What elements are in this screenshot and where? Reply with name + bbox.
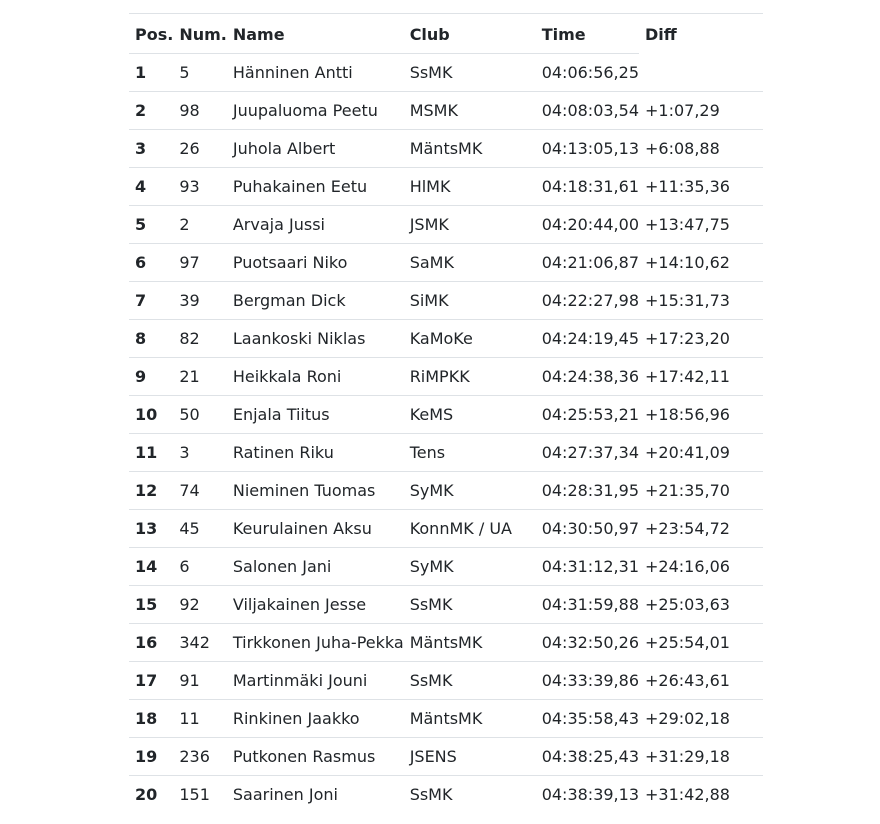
cell-pos: 20 bbox=[129, 776, 173, 814]
cell-name: Arvaja Jussi bbox=[227, 206, 404, 244]
table-row bbox=[129, 434, 763, 472]
cell-name: Ratinen Riku bbox=[227, 434, 404, 472]
cell-num: 2 bbox=[173, 206, 227, 244]
table-row bbox=[129, 700, 763, 738]
cell-pos: 11 bbox=[129, 434, 173, 472]
cell-time: 04:24:19,45 bbox=[536, 320, 639, 358]
results-table-header bbox=[129, 14, 763, 54]
cell-diff: +17:42,11 bbox=[639, 358, 763, 396]
cell-pos: 12 bbox=[129, 472, 173, 510]
cell-name: Hänninen Antti bbox=[227, 54, 404, 92]
cell-time: 04:08:03,54 bbox=[536, 92, 639, 130]
header-diff: Diff bbox=[639, 14, 763, 54]
cell-pos: 13 bbox=[129, 510, 173, 548]
cell-pos: 18 bbox=[129, 700, 173, 738]
cell-diff: +31:29,18 bbox=[639, 738, 763, 776]
cell-club: MäntsMK bbox=[404, 700, 536, 738]
cell-club: JSMK bbox=[404, 206, 536, 244]
cell-num: 26 bbox=[173, 130, 227, 168]
cell-pos: 7 bbox=[129, 282, 173, 320]
cell-pos: 9 bbox=[129, 358, 173, 396]
cell-time: 04:31:12,31 bbox=[536, 548, 639, 586]
cell-time: 04:32:50,26 bbox=[536, 624, 639, 662]
cell-club: Tens bbox=[404, 434, 536, 472]
table-row bbox=[129, 624, 763, 662]
cell-diff: +24:16,06 bbox=[639, 548, 763, 586]
cell-diff: +14:10,62 bbox=[639, 244, 763, 282]
cell-diff: +18:56,96 bbox=[639, 396, 763, 434]
header-time: Time bbox=[536, 14, 639, 54]
cell-num: 21 bbox=[173, 358, 227, 396]
cell-time: 04:21:06,87 bbox=[536, 244, 639, 282]
cell-time: 04:18:31,61 bbox=[536, 168, 639, 206]
cell-club: SyMK bbox=[404, 472, 536, 510]
cell-diff: +11:35,36 bbox=[639, 168, 763, 206]
cell-num: 236 bbox=[173, 738, 227, 776]
cell-time: 04:35:58,43 bbox=[536, 700, 639, 738]
table-row bbox=[129, 130, 763, 168]
cell-time: 04:28:31,95 bbox=[536, 472, 639, 510]
results-table-body bbox=[129, 54, 763, 814]
cell-name: Bergman Dick bbox=[227, 282, 404, 320]
cell-time: 04:25:53,21 bbox=[536, 396, 639, 434]
cell-diff: +13:47,75 bbox=[639, 206, 763, 244]
cell-pos: 16 bbox=[129, 624, 173, 662]
header-pos: Pos. bbox=[129, 14, 173, 54]
cell-pos: 8 bbox=[129, 320, 173, 358]
cell-num: 3 bbox=[173, 434, 227, 472]
table-row bbox=[129, 662, 763, 700]
cell-club: JSENS bbox=[404, 738, 536, 776]
cell-pos: 6 bbox=[129, 244, 173, 282]
cell-club: SsMK bbox=[404, 54, 536, 92]
cell-club: HlMK bbox=[404, 168, 536, 206]
cell-name: Tirkkonen Juha-Pekka bbox=[227, 624, 404, 662]
cell-name: Salonen Jani bbox=[227, 548, 404, 586]
cell-diff: +31:42,88 bbox=[639, 776, 763, 814]
cell-name: Viljakainen Jesse bbox=[227, 586, 404, 624]
cell-num: 74 bbox=[173, 472, 227, 510]
cell-num: 11 bbox=[173, 700, 227, 738]
cell-club: RiMPKK bbox=[404, 358, 536, 396]
cell-pos: 5 bbox=[129, 206, 173, 244]
cell-club: MSMK bbox=[404, 92, 536, 130]
cell-diff: +25:03,63 bbox=[639, 586, 763, 624]
cell-time: 04:31:59,88 bbox=[536, 586, 639, 624]
cell-diff: +26:43,61 bbox=[639, 662, 763, 700]
header-club: Club bbox=[404, 14, 536, 54]
cell-time: 04:22:27,98 bbox=[536, 282, 639, 320]
cell-diff: +20:41,09 bbox=[639, 434, 763, 472]
cell-name: Keurulainen Aksu bbox=[227, 510, 404, 548]
table-row bbox=[129, 472, 763, 510]
cell-time: 04:13:05,13 bbox=[536, 130, 639, 168]
cell-club: SyMK bbox=[404, 548, 536, 586]
table-row bbox=[129, 548, 763, 586]
cell-num: 151 bbox=[173, 776, 227, 814]
table-row bbox=[129, 776, 763, 814]
cell-name: Puhakainen Eetu bbox=[227, 168, 404, 206]
cell-num: 97 bbox=[173, 244, 227, 282]
cell-num: 93 bbox=[173, 168, 227, 206]
cell-diff: +6:08,88 bbox=[639, 130, 763, 168]
results-table bbox=[129, 13, 763, 813]
cell-pos: 2 bbox=[129, 92, 173, 130]
cell-pos: 3 bbox=[129, 130, 173, 168]
cell-club: KeMS bbox=[404, 396, 536, 434]
cell-pos: 15 bbox=[129, 586, 173, 624]
table-row bbox=[129, 738, 763, 776]
table-row bbox=[129, 396, 763, 434]
table-row bbox=[129, 244, 763, 282]
table-row bbox=[129, 206, 763, 244]
cell-diff: +21:35,70 bbox=[639, 472, 763, 510]
cell-pos: 1 bbox=[129, 54, 173, 92]
table-row bbox=[129, 168, 763, 206]
cell-time: 04:20:44,00 bbox=[536, 206, 639, 244]
cell-club: SsMK bbox=[404, 662, 536, 700]
cell-time: 04:33:39,86 bbox=[536, 662, 639, 700]
cell-club: KaMoKe bbox=[404, 320, 536, 358]
cell-name: Juupaluoma Peetu bbox=[227, 92, 404, 130]
cell-club: SiMK bbox=[404, 282, 536, 320]
header-row bbox=[129, 14, 763, 54]
cell-pos: 17 bbox=[129, 662, 173, 700]
cell-name: Rinkinen Jaakko bbox=[227, 700, 404, 738]
cell-time: 04:06:56,25 bbox=[536, 54, 639, 92]
cell-name: Juhola Albert bbox=[227, 130, 404, 168]
cell-num: 45 bbox=[173, 510, 227, 548]
cell-num: 5 bbox=[173, 54, 227, 92]
cell-num: 82 bbox=[173, 320, 227, 358]
table-row bbox=[129, 320, 763, 358]
cell-diff: +15:31,73 bbox=[639, 282, 763, 320]
cell-num: 98 bbox=[173, 92, 227, 130]
cell-club: MäntsMK bbox=[404, 130, 536, 168]
header-name: Name bbox=[227, 14, 404, 54]
cell-time: 04:38:39,13 bbox=[536, 776, 639, 814]
cell-name: Heikkala Roni bbox=[227, 358, 404, 396]
cell-club: SsMK bbox=[404, 776, 536, 814]
table-row bbox=[129, 510, 763, 548]
header-num: Num. bbox=[173, 14, 227, 54]
cell-pos: 19 bbox=[129, 738, 173, 776]
cell-time: 04:30:50,97 bbox=[536, 510, 639, 548]
cell-diff: +23:54,72 bbox=[639, 510, 763, 548]
cell-num: 50 bbox=[173, 396, 227, 434]
cell-num: 92 bbox=[173, 586, 227, 624]
cell-name: Martinmäki Jouni bbox=[227, 662, 404, 700]
table-row bbox=[129, 282, 763, 320]
cell-diff: +25:54,01 bbox=[639, 624, 763, 662]
cell-club: KonnMK / UA bbox=[404, 510, 536, 548]
cell-time: 04:38:25,43 bbox=[536, 738, 639, 776]
cell-diff: +1:07,29 bbox=[639, 92, 763, 130]
cell-club: SsMK bbox=[404, 586, 536, 624]
table-row bbox=[129, 358, 763, 396]
cell-name: Nieminen Tuomas bbox=[227, 472, 404, 510]
cell-name: Saarinen Joni bbox=[227, 776, 404, 814]
table-row bbox=[129, 586, 763, 624]
cell-pos: 4 bbox=[129, 168, 173, 206]
cell-num: 6 bbox=[173, 548, 227, 586]
cell-club: MäntsMK bbox=[404, 624, 536, 662]
cell-num: 342 bbox=[173, 624, 227, 662]
cell-diff: +17:23,20 bbox=[639, 320, 763, 358]
table-row bbox=[129, 92, 763, 130]
cell-num: 91 bbox=[173, 662, 227, 700]
cell-name: Putkonen Rasmus bbox=[227, 738, 404, 776]
cell-pos: 10 bbox=[129, 396, 173, 434]
cell-pos: 14 bbox=[129, 548, 173, 586]
cell-club: SaMK bbox=[404, 244, 536, 282]
cell-name: Puotsaari Niko bbox=[227, 244, 404, 282]
cell-num: 39 bbox=[173, 282, 227, 320]
cell-name: Enjala Tiitus bbox=[227, 396, 404, 434]
cell-diff: +29:02,18 bbox=[639, 700, 763, 738]
table-row bbox=[129, 54, 763, 92]
cell-diff bbox=[639, 54, 763, 92]
cell-time: 04:24:38,36 bbox=[536, 358, 639, 396]
cell-time: 04:27:37,34 bbox=[536, 434, 639, 472]
cell-name: Laankoski Niklas bbox=[227, 320, 404, 358]
